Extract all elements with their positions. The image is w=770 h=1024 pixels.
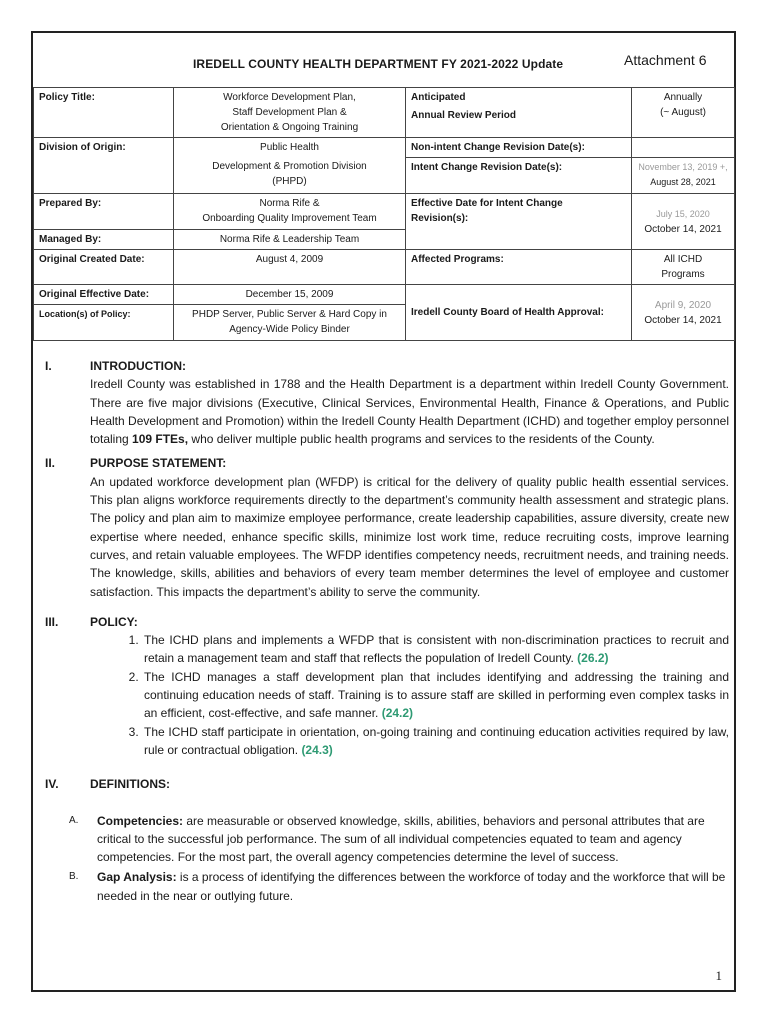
- section-definitions: [45, 775, 729, 793]
- attachment-label: Attachment 6: [624, 52, 707, 68]
- list-item: 1. The ICHD plans and implements a WFDP that is consistent with non-discrimination practices to recruit and retain a management team and staff that reflects the population of Iredell County. (26.2): [142, 631, 729, 668]
- location-label: Location(s) of Policy:: [34, 305, 174, 341]
- prepared-by-label: Prepared By:: [34, 194, 174, 230]
- section-heading: INTRODUCTION:: [90, 359, 186, 373]
- location-value: PHDP Server, Public Server & Hard Copy in Agency-Wide Policy Binder: [174, 305, 406, 341]
- non-intent-revision-value: [632, 138, 735, 158]
- section-number: III.: [45, 614, 59, 629]
- board-approval-label: Iredell County Board of Health Approval:: [406, 285, 632, 341]
- division-label: Division of Origin:: [34, 138, 174, 194]
- non-intent-revision-label: Non-intent Change Revision Date(s):: [406, 138, 632, 158]
- list-item: 2. The ICHD manages a staff development plan that includes identifying and addressing the training and continuing education needs of staff. Training is to assure staff are skilled in performing even complex tasks in an efficient, cost-effective, and safe manner. (24.2): [142, 668, 729, 723]
- section-heading: PURPOSE STATEMENT:: [90, 456, 227, 471]
- standard-reference: (24.3): [301, 742, 333, 757]
- annual-review-value: Annually (~ August): [632, 88, 735, 138]
- effective-intent-label: Effective Date for Intent Change Revision(s):: [406, 194, 632, 250]
- division-value: Public Health Development & Promotion Division (PHPD): [174, 138, 406, 194]
- document-title: IREDELL COUNTY HEALTH DEPARTMENT FY 2021-2022 Update: [193, 57, 564, 71]
- definitions-list: [45, 812, 729, 905]
- intent-revision-value: November 13, 2019 +, August 28, 2021: [632, 158, 735, 194]
- original-effective-label: Original Effective Date:: [34, 285, 174, 305]
- introduction-text: Iredell County was established in 1788 and the Health Department is a department within Iredell County Government. There are five major divisions (Executive, Clinical Services, Environmental Health, Finance & Operations, and Public Health Development and Promotion) within the Iredell County Health Department (ICHD) and together employ personnel totaling 109 FTEs, who deliver multiple public health programs and services to the residents of the County.: [90, 377, 729, 447]
- intent-revision-label: Intent Change Revision Date(s):: [406, 158, 632, 194]
- section-number: IV.: [45, 777, 59, 792]
- section-number: II.: [45, 456, 56, 471]
- affected-programs-value: All ICHD Programs: [632, 250, 735, 285]
- policy-title-label: Policy Title:: [34, 88, 174, 138]
- policy-body: [45, 357, 729, 907]
- section-purpose: [45, 454, 729, 600]
- managed-by-value: Norma Rife & Leadership Team: [174, 230, 406, 250]
- policy-title-value: Workforce Development Plan, Staff Development Plan & Orientation & Ongoing Training: [174, 88, 406, 138]
- section-introduction: [45, 357, 729, 448]
- original-created-value: August 4, 2009: [174, 250, 406, 285]
- managed-by-label: Managed By:: [34, 230, 174, 250]
- standard-reference: (24.2): [381, 706, 414, 721]
- section-number: I.: [45, 359, 52, 373]
- board-approval-value: April 9, 2020 October 14, 2021: [632, 285, 735, 341]
- affected-programs-label: Affected Programs:: [406, 250, 632, 285]
- list-item: 3. The ICHD staff participate in orientation, on-going training and continuing education activities required by law, rule or contractual obligation. (24.3): [142, 723, 729, 760]
- policy-metadata-table: [33, 87, 735, 341]
- section-policy: [45, 613, 729, 759]
- policy-list: [90, 631, 729, 759]
- standard-reference: (26.2): [577, 651, 609, 666]
- annual-review-label: Anticipated Annual Review Period: [406, 88, 632, 138]
- prepared-by-value: Norma Rife & Onboarding Quality Improvement Team: [174, 194, 406, 230]
- original-effective-value: December 15, 2009: [174, 285, 406, 305]
- document-page: [31, 31, 736, 992]
- page-number: 1: [715, 968, 722, 983]
- list-item: B. Gap Analysis: is a process of identifying the differences between the workforce of today and the workforce that will be needed in the near or outlying future.: [69, 870, 726, 903]
- section-heading: DEFINITIONS:: [90, 777, 170, 792]
- section-heading: POLICY:: [90, 614, 138, 629]
- original-created-label: Original Created Date:: [34, 250, 174, 285]
- purpose-text: An updated workforce development plan (WFDP) is critical for the delivery of quality public health essential services. This plan aligns workforce requirements directly to the department’s community health assessment and strategic plans. The policy and plan aim to maximize employee performance, create leadership capabilities, assure diversity, create new expertise where needed, enhance specific skills, minimize lost work time, reduce recruiting costs, improve learning curves, and retain valuable employees. The WFDP identifies competency needs, recruitment needs, and training needs. The knowledge, skills, abilities and behaviors of every team member determines the level of employee and customer satisfaction. This impacts the department’s ability to serve the community.: [90, 474, 729, 599]
- list-item: A. Competencies: are measurable or observed knowledge, skills, abilities, behaviors and personal attributes that are critical to the successful job performance. The sum of all individual competencies equated to team and agency competencies. For the most part, the overall agency competencies determine the level of success.: [69, 813, 705, 865]
- effective-intent-value: July 15, 2020 October 14, 2021: [632, 194, 735, 250]
